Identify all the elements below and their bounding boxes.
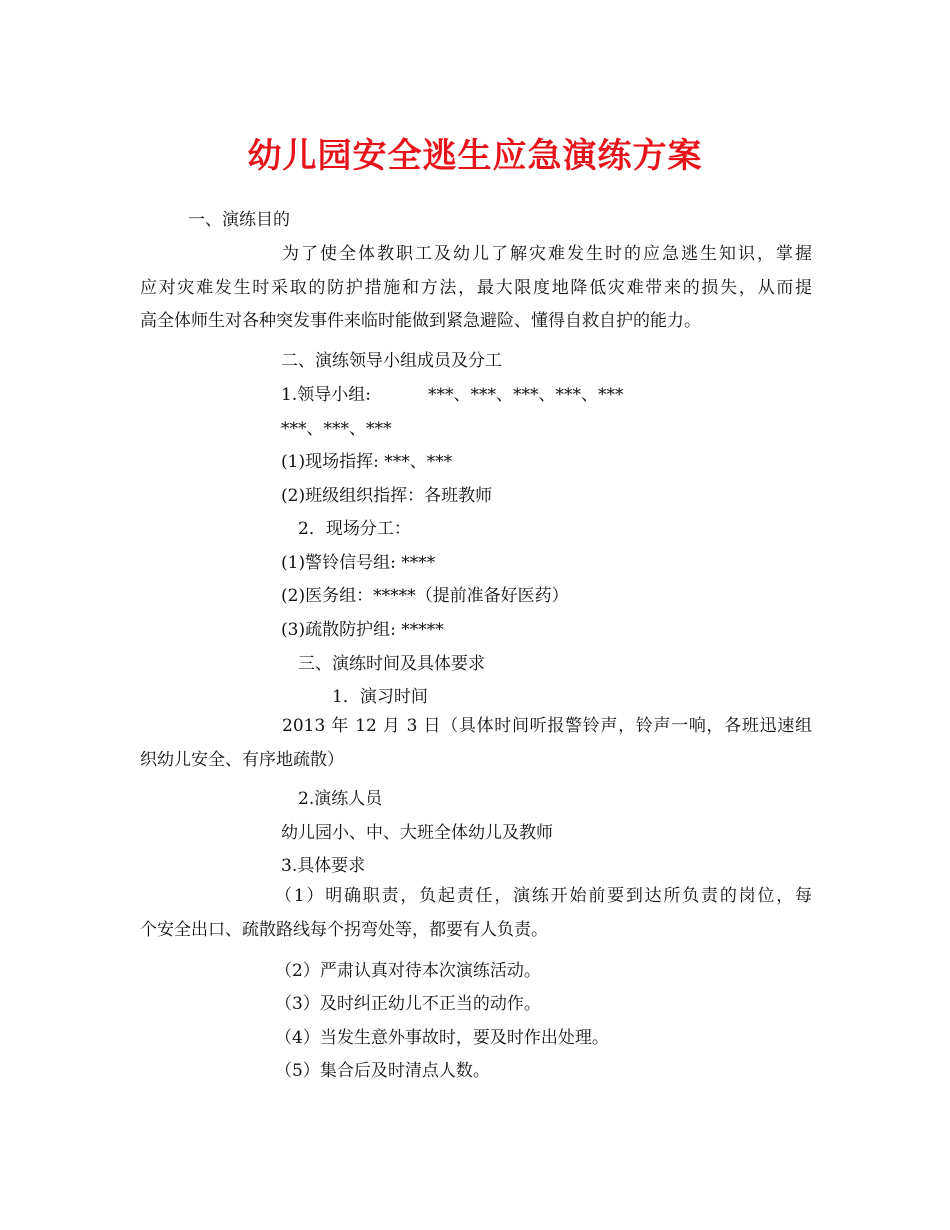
leader-group-names-continued: ***、***、*** <box>281 419 392 439</box>
document-title: 幼儿园安全逃生应急演练方案 <box>247 136 703 176</box>
section-3-heading: 三、演练时间及具体要求 <box>298 654 485 674</box>
paragraph-line: 为了使全体教职工及幼儿了解灾难发生时的应急逃生知识，掌握 <box>282 244 812 264</box>
onsite-command: (1)现场指挥: ***、*** <box>281 452 453 472</box>
paragraph-line: （1）明确职责，负起责任，演练开始前要到达所负责的岗位，每 <box>275 886 812 906</box>
requirement-3: （3）及时纠正幼儿不正当的动作。 <box>275 994 541 1014</box>
requirement-5: （5）集合后及时清点人数。 <box>275 1061 490 1081</box>
paragraph-line: 织幼儿安全、有序地疏散） <box>140 749 344 770</box>
division-heading: 2．现场分工： <box>298 519 411 539</box>
section-2-heading: 二、演练领导小组成员及分工 <box>281 351 502 371</box>
people-text: 幼儿园小、中、大班全体幼儿及教师 <box>281 823 553 843</box>
requirements-heading: 3.具体要求 <box>281 856 366 876</box>
paragraph-line: 应对灾难发生时采取的防护措施和方法，最大限度地降低灾难带来的损失，从而提 <box>140 277 812 298</box>
leader-group-names: ***、***、***、***、*** <box>428 385 624 405</box>
paragraph-line: 个安全出口、疏散路线每个拐弯处等，都要有人负责。 <box>140 919 548 940</box>
leader-group-label: 1.领导小组: <box>281 385 371 405</box>
medical-group: (2)医务组：*****（提前准备好医药） <box>281 586 569 606</box>
class-command: (2)班级组织指挥：各班教师 <box>281 486 493 506</box>
paragraph-line: 2013 年 12 月 3 日（具体时间听报警铃声，铃声一响，各班迅速组 <box>282 716 812 736</box>
time-heading: 1．演习时间 <box>332 687 428 707</box>
section-1-heading: 一、演练目的 <box>188 210 290 230</box>
alarm-group: (1)警铃信号组: **** <box>281 553 436 573</box>
time-paragraph <box>140 710 812 777</box>
requirement-2: （2）严肃认真对待本次演练活动。 <box>275 961 541 981</box>
requirement-1-paragraph <box>140 880 812 947</box>
section-1-paragraph <box>140 238 812 339</box>
requirement-4: （4）当发生意外事故时，要及时作出处理。 <box>275 1028 609 1048</box>
paragraph-line: 高全体师生对各种突发事件来临时能做到紧急避险、懂得自救自护的能力。 <box>140 311 701 331</box>
people-heading: 2.演练人员 <box>298 789 383 809</box>
evacuation-group: (3)疏散防护组: ***** <box>281 620 444 640</box>
